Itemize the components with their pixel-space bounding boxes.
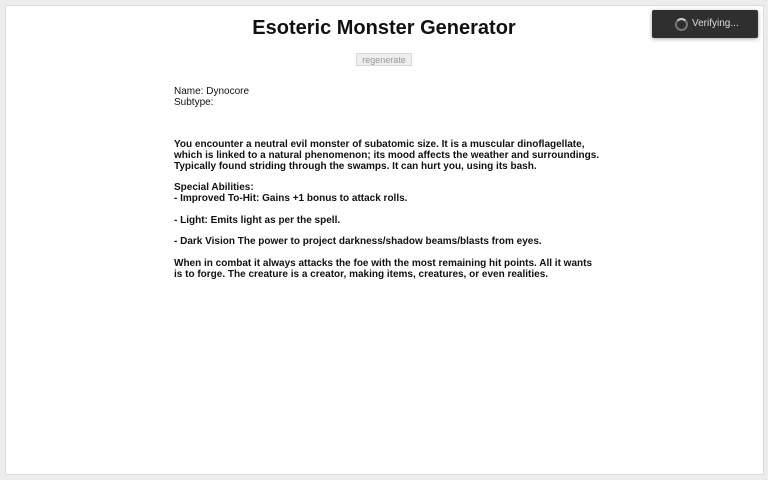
combat-text: When in combat it always attacks the foe with the most remaining hit points. All it wants is to forge. The creature is a creator, making items, creatures, or even realities.	[174, 257, 593, 280]
monster-description	[174, 140, 602, 291]
toast-text: Verifying...	[692, 18, 739, 29]
monster-subtype: Subtype:	[174, 97, 214, 108]
monster-name: Name: Dynocore	[174, 86, 250, 97]
spinner-icon	[675, 18, 688, 31]
verifying-toast	[652, 10, 758, 38]
monster-info	[174, 86, 249, 108]
description-text: You encounter a neutral evil monster of subatomic size. It is a muscular dinoflagellate, which is linked to a natural phenomenon; its mood affects the weather and surroundings. Typically found striding through the swamps. It can hurt you, using its bash.	[174, 139, 600, 172]
ability-item: - Light: Emits light as per the spell.	[174, 214, 341, 226]
ability-item: - Improved To-Hit: Gains +1 bonus to attack rolls.	[174, 192, 408, 204]
abilities-heading: Special Abilities:	[174, 182, 254, 194]
ability-item: - Dark Vision The power to project darkness/shadow beams/blasts from eyes.	[174, 236, 542, 248]
regenerate-button[interactable]: regenerate	[356, 53, 412, 66]
page-title: Esoteric Monster Generator	[252, 17, 516, 39]
